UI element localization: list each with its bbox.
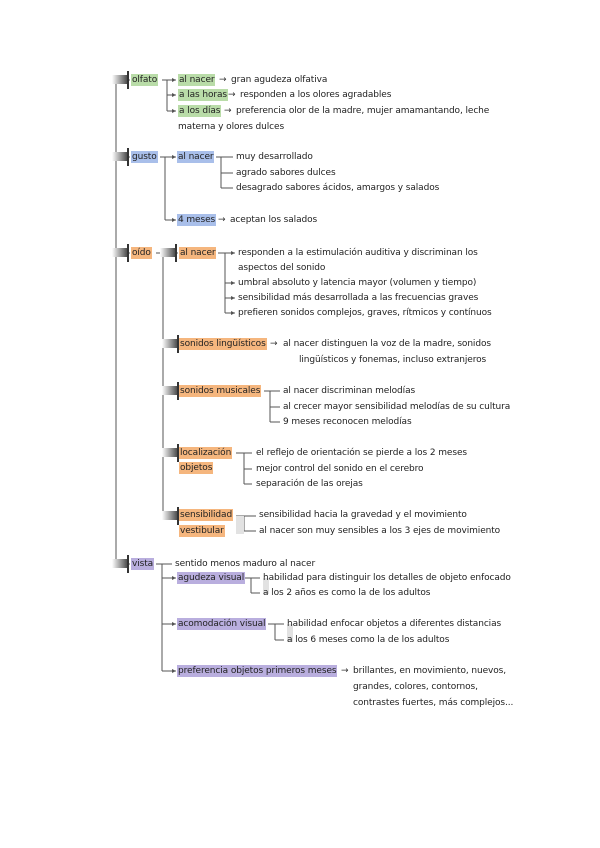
vista-key-acomodacion: acomodación visual [178, 619, 266, 629]
category-vista: vista [132, 559, 154, 569]
vista-value: habilidad enfocar objetos a diferentes distancias [287, 619, 502, 629]
oido-key-linguisticos: sonidos lingüísticos [180, 339, 266, 349]
oido-value: al crecer mayor sensibilidad melodías de su cultura [283, 402, 511, 412]
oido-value: 9 meses reconocen melodías [283, 417, 412, 427]
oido-key-vestibular-line2: vestibular [180, 526, 224, 536]
oido-value: al nacer discriminan melodías [283, 386, 416, 396]
oido-value: al nacer son muy sensibles a los 3 ejes de movimiento [259, 526, 501, 536]
gusto-key-4-meses: 4 meses [178, 215, 216, 225]
vista-value: grandes, colores, contornos, [353, 682, 478, 692]
oido-value: responden a la estimulación auditiva y discriminan los [238, 248, 478, 258]
arrow-icon: → [228, 90, 236, 100]
vista-value: a los 6 meses como la de los adultos [287, 635, 450, 645]
gusto-value-4-meses: aceptan los salados [230, 215, 318, 225]
olfato-value-a-las-horas: responden a los olores agradables [240, 90, 392, 100]
gusto-value: muy desarrollado [236, 152, 313, 162]
arrow-icon: → [224, 106, 232, 116]
category-olfato: olfato [132, 75, 158, 85]
oido-value: el reflejo de orientación se pierde a los 2 meses [256, 448, 467, 458]
oido-value: sensibilidad hacia la gravedad y el movimiento [259, 510, 467, 520]
gusto-value: desagrado sabores ácidos, amargos y salados [236, 183, 440, 193]
vista-general: sentido menos maduro al nacer [175, 559, 316, 569]
arrow-icon: → [219, 75, 227, 85]
gusto-value: agrado sabores dulces [236, 168, 336, 178]
vista-value: contrastes fuertes, más complejos... [353, 698, 514, 708]
oido-value: prefieren sonidos complejos, graves, rítmicos y contínuos [238, 308, 492, 318]
vista-key-agudeza: agudeza visual [178, 573, 245, 583]
oido-value: aspectos del sonido [238, 263, 326, 273]
oido-value-linguisticos-line2: lingüísticos y fonemas, incluso extranjeros [299, 355, 487, 365]
oido-key-musicales: sonidos musicales [180, 386, 261, 396]
olfato-value-a-los-dias: preferencia olor de la madre, mujer amamantando, leche [236, 106, 490, 116]
oido-value: mejor control del sonido en el cerebro [256, 464, 424, 474]
category-gusto: gusto [132, 152, 157, 162]
category-oido: oído [132, 248, 151, 258]
olfato-key-al-nacer: al nacer [179, 75, 215, 85]
gusto-key-al-nacer: al nacer [178, 152, 214, 162]
vista-value: a los 2 años es como la de los adultos [263, 588, 431, 598]
vista-key-preferencia: preferencia objetos primeros meses [178, 666, 337, 676]
oido-value-linguisticos: al nacer distinguen la voz de la madre, sonidos [283, 339, 491, 349]
oido-key-vestibular: sensibilidad [180, 510, 233, 520]
oido-value: separación de las orejas [256, 479, 363, 489]
arrow-icon: → [341, 666, 349, 676]
arrow-icon: → [218, 215, 226, 225]
olfato-value-al-nacer: gran agudeza olfativa [231, 75, 328, 85]
olfato-key-a-las-horas: a las horas [179, 90, 227, 100]
oido-key-localizacion-line2: objetos [180, 463, 213, 473]
oido-key-localizacion: localización [180, 448, 232, 458]
oido-value: umbral absoluto y latencia mayor (volumen y tiempo) [238, 278, 477, 288]
vista-value: habilidad para distinguir los detalles de objeto enfocado [263, 573, 511, 583]
arrow-icon: → [270, 339, 278, 349]
oido-value: sensibilidad más desarrollada a las frecuencias graves [238, 293, 479, 303]
olfato-key-a-los-dias: a los días [179, 106, 221, 116]
oido-key-al-nacer: al nacer [180, 248, 216, 258]
olfato-value-a-los-dias-line2: materna y olores dulces [178, 122, 285, 132]
vista-value: brillantes, en movimiento, nuevos, [353, 666, 507, 676]
